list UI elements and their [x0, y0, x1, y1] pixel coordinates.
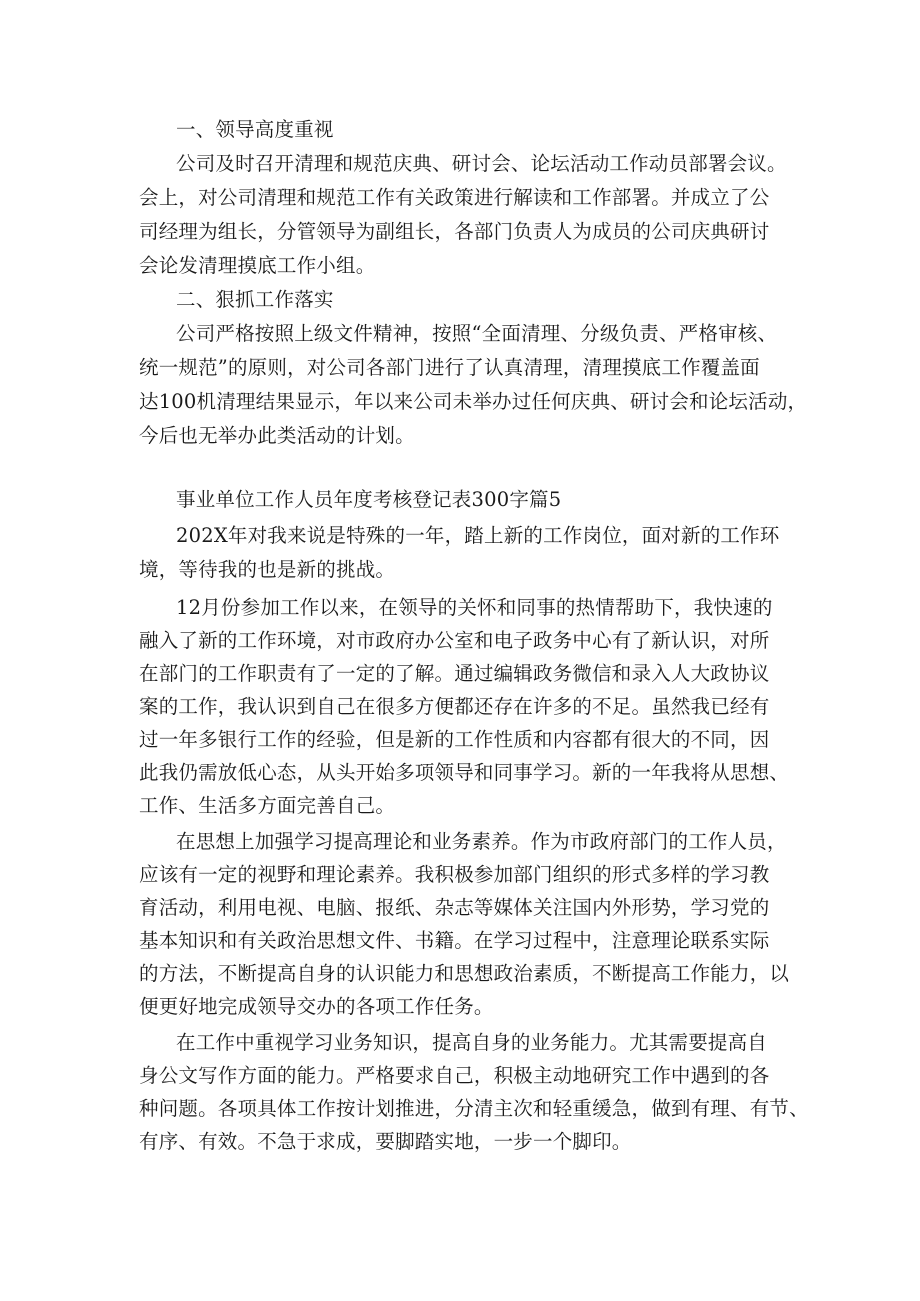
paragraph-line: 工作、生活多方面完善自己。	[139, 794, 396, 817]
paragraph-line: 融入了新的工作环境，对市政府办公室和电子政务中心有了新认识，对所	[139, 629, 770, 652]
section-heading-1: 一、领导高度重视	[176, 118, 334, 141]
paragraph-line: 今后也无举办此类活动的计划。	[139, 424, 415, 447]
paragraph-line: 达100机清理结果显示，年以来公司未举办过任何庆典、研讨会和论坛活动，	[139, 390, 808, 413]
paragraph-line: 会上，对公司清理和规范工作有关政策进行解读和工作部署。并成立了公	[139, 186, 770, 209]
paragraph-line: 公司及时召开清理和规范庆典、研讨会、论坛活动工作动员部署会议。	[176, 152, 787, 175]
paragraph-line: 身公文写作方面的能力。严格要求自己，积极主动地研究工作中遇到的各	[139, 1064, 770, 1087]
paragraph-line: 公司严格按照上级文件精神，按照“全面清理、分级负责、严格审核、	[176, 322, 778, 345]
paragraph-line: 司经理为组长，分管领导为副组长，各部门负责人为成员的公司庆典研讨	[139, 220, 770, 243]
paragraph-line: 有序、有效。不急于求成，要脚踏实地，一步一个脚印。	[139, 1130, 632, 1153]
paragraph-line: 在部门的工作职责有了一定的了解。通过编辑政务微信和录入人大政协议	[139, 662, 770, 685]
paragraph-line: 202X年对我来说是特殊的一年，踏上新的工作岗位，面对新的工作环	[176, 524, 780, 547]
paragraph-line: 在思想上加强学习提高理论和业务素养。作为市政府部门的工作人员，	[176, 830, 787, 853]
paragraph-line: 会论发清理摸底工作小组。	[139, 254, 376, 277]
paragraph-line: 种问题。各项具体工作按计划推进，分清主次和轻重缓急，做到有理、有节、	[139, 1097, 809, 1120]
paragraph-line: 便更好地完成领导交办的各项工作任务。	[139, 995, 494, 1018]
paragraph-line: 12月份参加工作以来，在领导的关怀和同事的热情帮助下，我快速的	[176, 596, 773, 619]
paragraph-line: 在工作中重视学习业务知识，提高自身的业务能力。尤其需要提高自	[176, 1031, 768, 1054]
paragraph-line: 此我仍需放低心态，从头开始多项领导和同事学习。新的一年我将从思想、	[139, 761, 790, 784]
paragraph-line: 基本知识和有关政治思想文件、书籍。在学习过程中，注意理论联系实际	[139, 929, 770, 952]
section-heading-2: 二、狠抓工作落实	[176, 288, 334, 311]
paragraph-line: 过一年多银行工作的经验，但是新的工作性质和内容都有很大的不同，因	[139, 728, 770, 751]
paragraph-line: 育活动，利用电视、电脑、报纸、杂志等媒体关注国内外形势，学习党的	[139, 896, 770, 919]
paragraph-line: 案的工作，我认识到自己在很多方便都还存在许多的不足。虽然我已经有	[139, 695, 770, 718]
article-title: 事业单位工作人员年度考核登记表300字篇5	[176, 488, 562, 511]
paragraph-line: 境，等待我的也是新的挑战。	[139, 558, 396, 581]
paragraph-line: 的方法，不断提高自身的认识能力和思想政治素质，不断提高工作能力，以	[139, 962, 790, 985]
paragraph-line: 应该有一定的视野和理论素养。我积极参加部门组织的形式多样的学习教	[139, 863, 770, 886]
paragraph-line: 统一规范”的原则，对公司各部门进行了认真清理，清理摸底工作覆盖面	[139, 356, 760, 379]
